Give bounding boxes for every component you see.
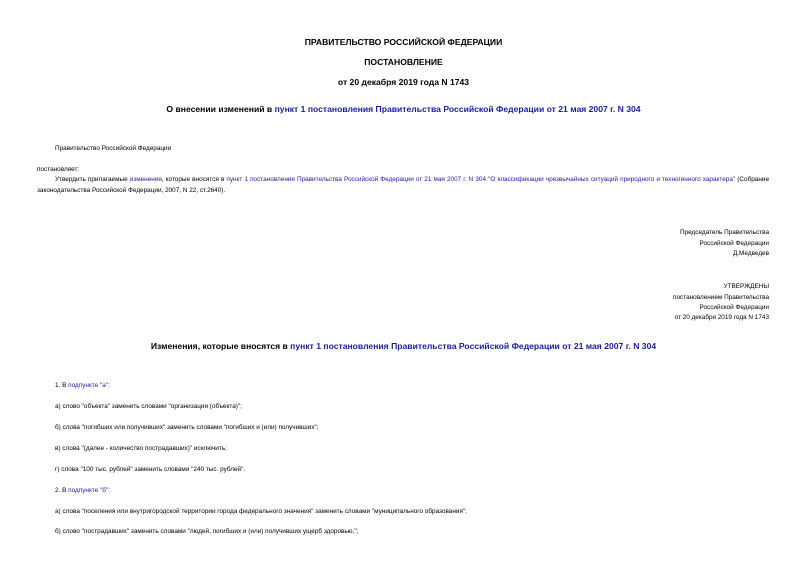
approve-text-1: Утвердить прилагаемые bbox=[55, 176, 128, 183]
decree-304-link[interactable]: пункт 1 постановления Правительства Российской Федерации от 21 мая 2007 г. N 304 "О классификации чрезвычайных ситуаций природного и техногенного характера" bbox=[226, 176, 736, 183]
item-1-v: в) слова "(далее - количество пострадавших)" исключить; bbox=[55, 445, 227, 452]
changes-title bbox=[0, 341, 807, 351]
approved-line-4: от 20 декабря 2019 года N 1743 bbox=[674, 314, 769, 321]
item-1-b: б) слова "погибших или получивших" заменить словами "погибших и (или) получивших"; bbox=[55, 424, 319, 431]
item-1 bbox=[55, 382, 110, 389]
item-2-a: а) слова "поселения или внутригородской территории города федерального значения" заменить словами "муниципального образования"; bbox=[55, 508, 467, 515]
approved-line-3: Российской Федерации bbox=[699, 304, 769, 311]
item-1-prefix: 1. В bbox=[55, 382, 67, 389]
approved-label: УТВЕРЖДЕНЫ bbox=[723, 283, 769, 290]
item-2-suffix: : bbox=[108, 487, 110, 494]
document-type: ПОСТАНОВЛЕНИЕ bbox=[364, 57, 443, 67]
changes-title-link[interactable]: пункт 1 постановления Правительства Российской Федерации от 21 мая 2007 г. N 304 bbox=[290, 341, 657, 351]
item-2-prefix: 2. В bbox=[55, 487, 67, 494]
approve-text-2: , которые вносятся в bbox=[161, 176, 225, 183]
item-1-g: г) слова "100 тыс. рублей" заменить словами "240 тыс. рублей". bbox=[55, 466, 246, 473]
subparagraph-a-link[interactable]: подпункте "а" bbox=[68, 382, 109, 389]
document-title bbox=[0, 104, 807, 114]
changes-link[interactable]: изменения bbox=[129, 176, 162, 183]
issuer: Правительство Российской Федерации bbox=[55, 145, 172, 152]
title-prefix: О внесении изменений в bbox=[166, 104, 273, 114]
title-link[interactable]: пункт 1 постановления Правительства Российской Федерации от 21 мая 2007 г. N 304 bbox=[274, 104, 641, 114]
document-date-number: от 20 декабря 2019 года N 1743 bbox=[337, 77, 470, 87]
government-heading: ПРАВИТЕЛЬСТВО РОССИЙСКОЙ ФЕДЕРАЦИИ bbox=[304, 37, 503, 47]
signature-position: Председатель Правительства bbox=[680, 229, 769, 236]
signature-country: Российской Федерации bbox=[699, 240, 769, 247]
item-1-a: а) слово "объекта" заменить словами "организации (объекта)"; bbox=[55, 403, 242, 410]
item-2 bbox=[55, 487, 110, 494]
approved-line-2: постановлением Правительства bbox=[673, 294, 769, 301]
decree-word: постановляет: bbox=[37, 166, 80, 173]
subparagraph-b-link[interactable]: подпункте "б" bbox=[68, 487, 109, 494]
approve-paragraph bbox=[37, 174, 769, 196]
signature-name: Д.Медведев bbox=[732, 250, 769, 257]
changes-title-prefix: Изменения, которые вносятся в bbox=[150, 341, 288, 351]
item-2-b: б) слово "пострадавших" заменить словами "людей, погибших и (или) получивших ущерб здоровью,"; bbox=[55, 528, 359, 535]
approve-text-3: (Собрание законодательства Российской Федерации, 2007, N 22, ст.2640). bbox=[37, 176, 769, 194]
item-1-suffix: : bbox=[108, 382, 110, 389]
